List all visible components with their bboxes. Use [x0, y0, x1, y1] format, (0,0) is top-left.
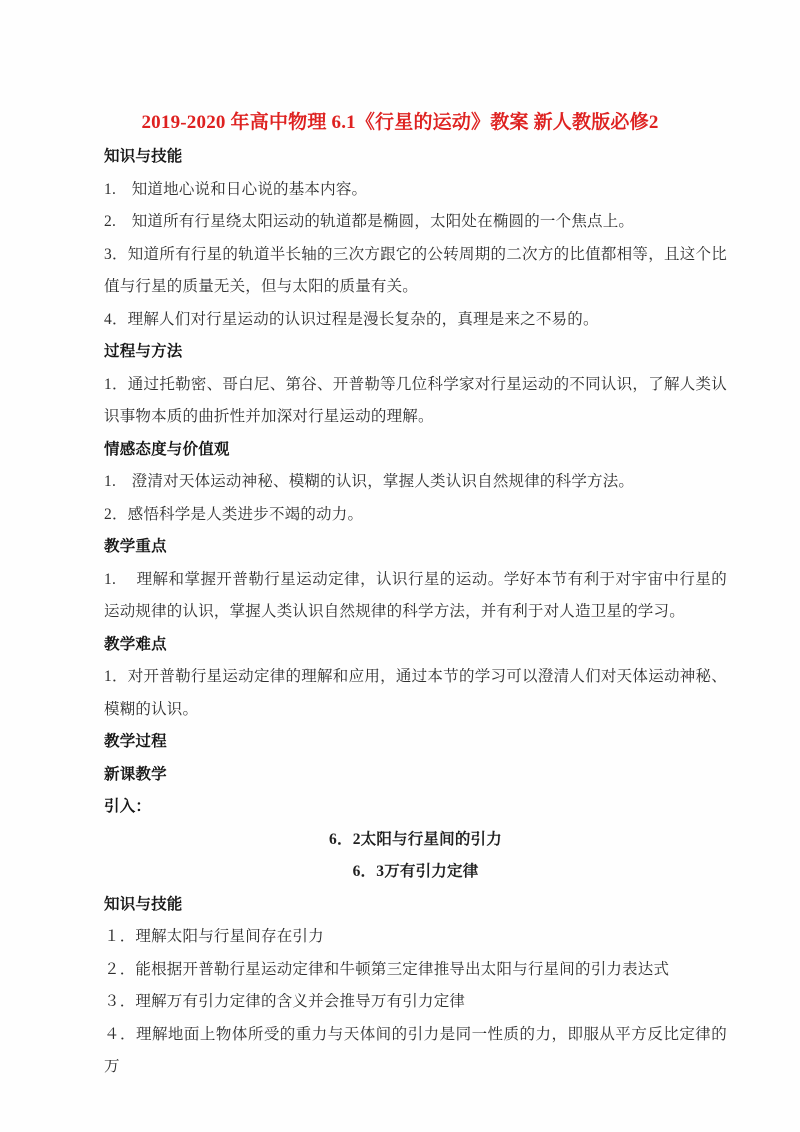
- list-item: 3．知道所有行星的轨道半长轴的三次方跟它的公转周期的二次方的比值都相等，且这个比值与行星的质量无关，但与太阳的质量有关。: [104, 245, 727, 295]
- list-item: １．理解太阳与行星间存在引力: [104, 928, 324, 945]
- list-item: 4．理解人们对行星运动的认识过程是漫长复杂的，真理是来之不易的。: [104, 310, 599, 328]
- document-title: 2019-2020 年高中物理 6.1《行星的运动》教案 新人教版必修2: [141, 112, 659, 133]
- centered-heading: 6．3万有引力定律: [352, 863, 479, 880]
- list-item: 1. 知道地心说和日心说的基本内容。: [104, 180, 368, 198]
- section-heading: 过程与方法: [104, 343, 183, 360]
- list-item: 2. 知道所有行星绕太阳运动的轨道都是椭圆，太阳处在椭圆的一个焦点上。: [104, 213, 635, 230]
- section-heading: 知识与技能: [104, 148, 183, 165]
- section-heading: 教学过程: [104, 733, 167, 750]
- list-item: 1．对开普勒行星运动定律的理解和应用，通过本节的学习可以澄清人们对天体运动神秘、模糊的认识。: [104, 668, 727, 718]
- section-heading: 教学重点: [104, 538, 167, 555]
- section-heading: 引入：: [104, 798, 152, 815]
- list-item: 1．通过托勒密、哥白尼、第谷、开普勒等几位科学家对行星运动的不同认识，了解人类认识事物本质的曲折性并加深对行星运动的理解。: [104, 375, 727, 425]
- list-item: 1. 澄清对天体运动神秘、模糊的认识，掌握人类认识自然规律的科学方法。: [104, 473, 635, 490]
- section-heading: 情感态度与价值观: [104, 440, 230, 458]
- section-heading: 新课教学: [104, 765, 167, 783]
- section-heading: 教学难点: [104, 635, 167, 653]
- list-item: 1. 理解和掌握开普勒行星运动定律，认识行星的运动。学好本节有利于对宇宙中行星的运动规律的认识，掌握人类认识自然规律的科学方法，并有利于对人造卫星的学习。: [104, 570, 727, 620]
- centered-heading: 6．2太阳与行星间的引力: [329, 830, 502, 848]
- list-item: ２．能根据开普勒行星运动定律和牛顿第三定律推导出太阳与行星间的引力表达式: [104, 960, 670, 978]
- list-item: ４．理解地面上物体所受的重力与天体间的引力是同一性质的力，即服从平方反比定律的万: [104, 1025, 727, 1075]
- list-item: 2．感悟科学是人类进步不竭的动力。: [104, 505, 364, 523]
- list-item: ３．理解万有引力定律的含义并会推导万有引力定律: [104, 993, 466, 1010]
- section-heading: 知识与技能: [104, 895, 183, 913]
